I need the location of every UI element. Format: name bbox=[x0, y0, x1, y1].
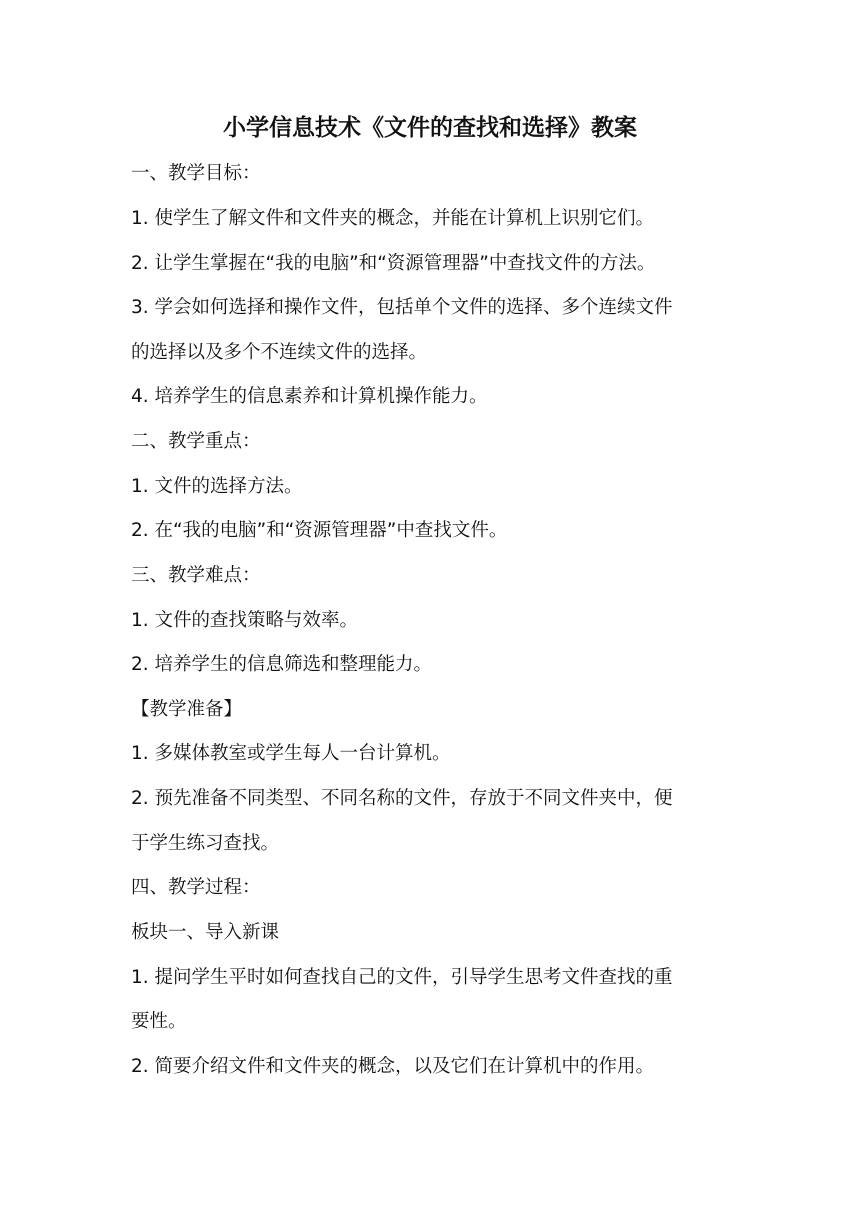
text-line: 1. 多媒体教室或学生每人一台计算机。 bbox=[131, 743, 451, 764]
text-line: 2. 预先准备不同类型、不同名称的文件，存放于不同文件夹中，便 bbox=[131, 788, 673, 809]
section-heading-process: 四、教学过程： bbox=[131, 877, 261, 898]
subsection-heading: 板块一、导入新课 bbox=[131, 922, 280, 943]
text-line: 要性。 bbox=[131, 1011, 187, 1032]
section-heading-preparation: 【教学准备】 bbox=[131, 699, 243, 720]
section-heading-key-points: 二、教学重点： bbox=[131, 431, 261, 452]
text-line: 4. 培养学生的信息素养和计算机操作能力。 bbox=[131, 386, 488, 407]
text-line: 1. 文件的查找策略与效率。 bbox=[131, 610, 359, 631]
text-line: 的选择以及多个不连续文件的选择。 bbox=[131, 342, 428, 363]
text-line: 1. 提问学生平时如何查找自己的文件，引导学生思考文件查找的重 bbox=[131, 967, 673, 988]
section-heading-difficulties: 三、教学难点： bbox=[131, 565, 261, 586]
text-line: 3. 学会如何选择和操作文件，包括单个文件的选择、多个连续文件 bbox=[131, 297, 673, 318]
text-line: 1. 文件的选择方法。 bbox=[131, 476, 303, 497]
text-line: 2. 在“我的电脑”和“资源管理器”中查找文件。 bbox=[131, 520, 508, 541]
text-line: 1. 使学生了解文件和文件夹的概念，并能在计算机上识别它们。 bbox=[131, 208, 655, 229]
text-line: 2. 培养学生的信息筛选和整理能力。 bbox=[131, 654, 433, 675]
section-heading-objectives: 一、教学目标： bbox=[131, 163, 261, 184]
text-line: 2. 简要介绍文件和文件夹的概念，以及它们在计算机中的作用。 bbox=[131, 1056, 655, 1077]
document-title: 小学信息技术《文件的查找和选择》教案 bbox=[223, 115, 637, 141]
text-line: 2. 让学生掌握在“我的电脑”和“资源管理器”中查找文件的方法。 bbox=[131, 253, 656, 274]
text-line: 于学生练习查找。 bbox=[131, 833, 280, 854]
